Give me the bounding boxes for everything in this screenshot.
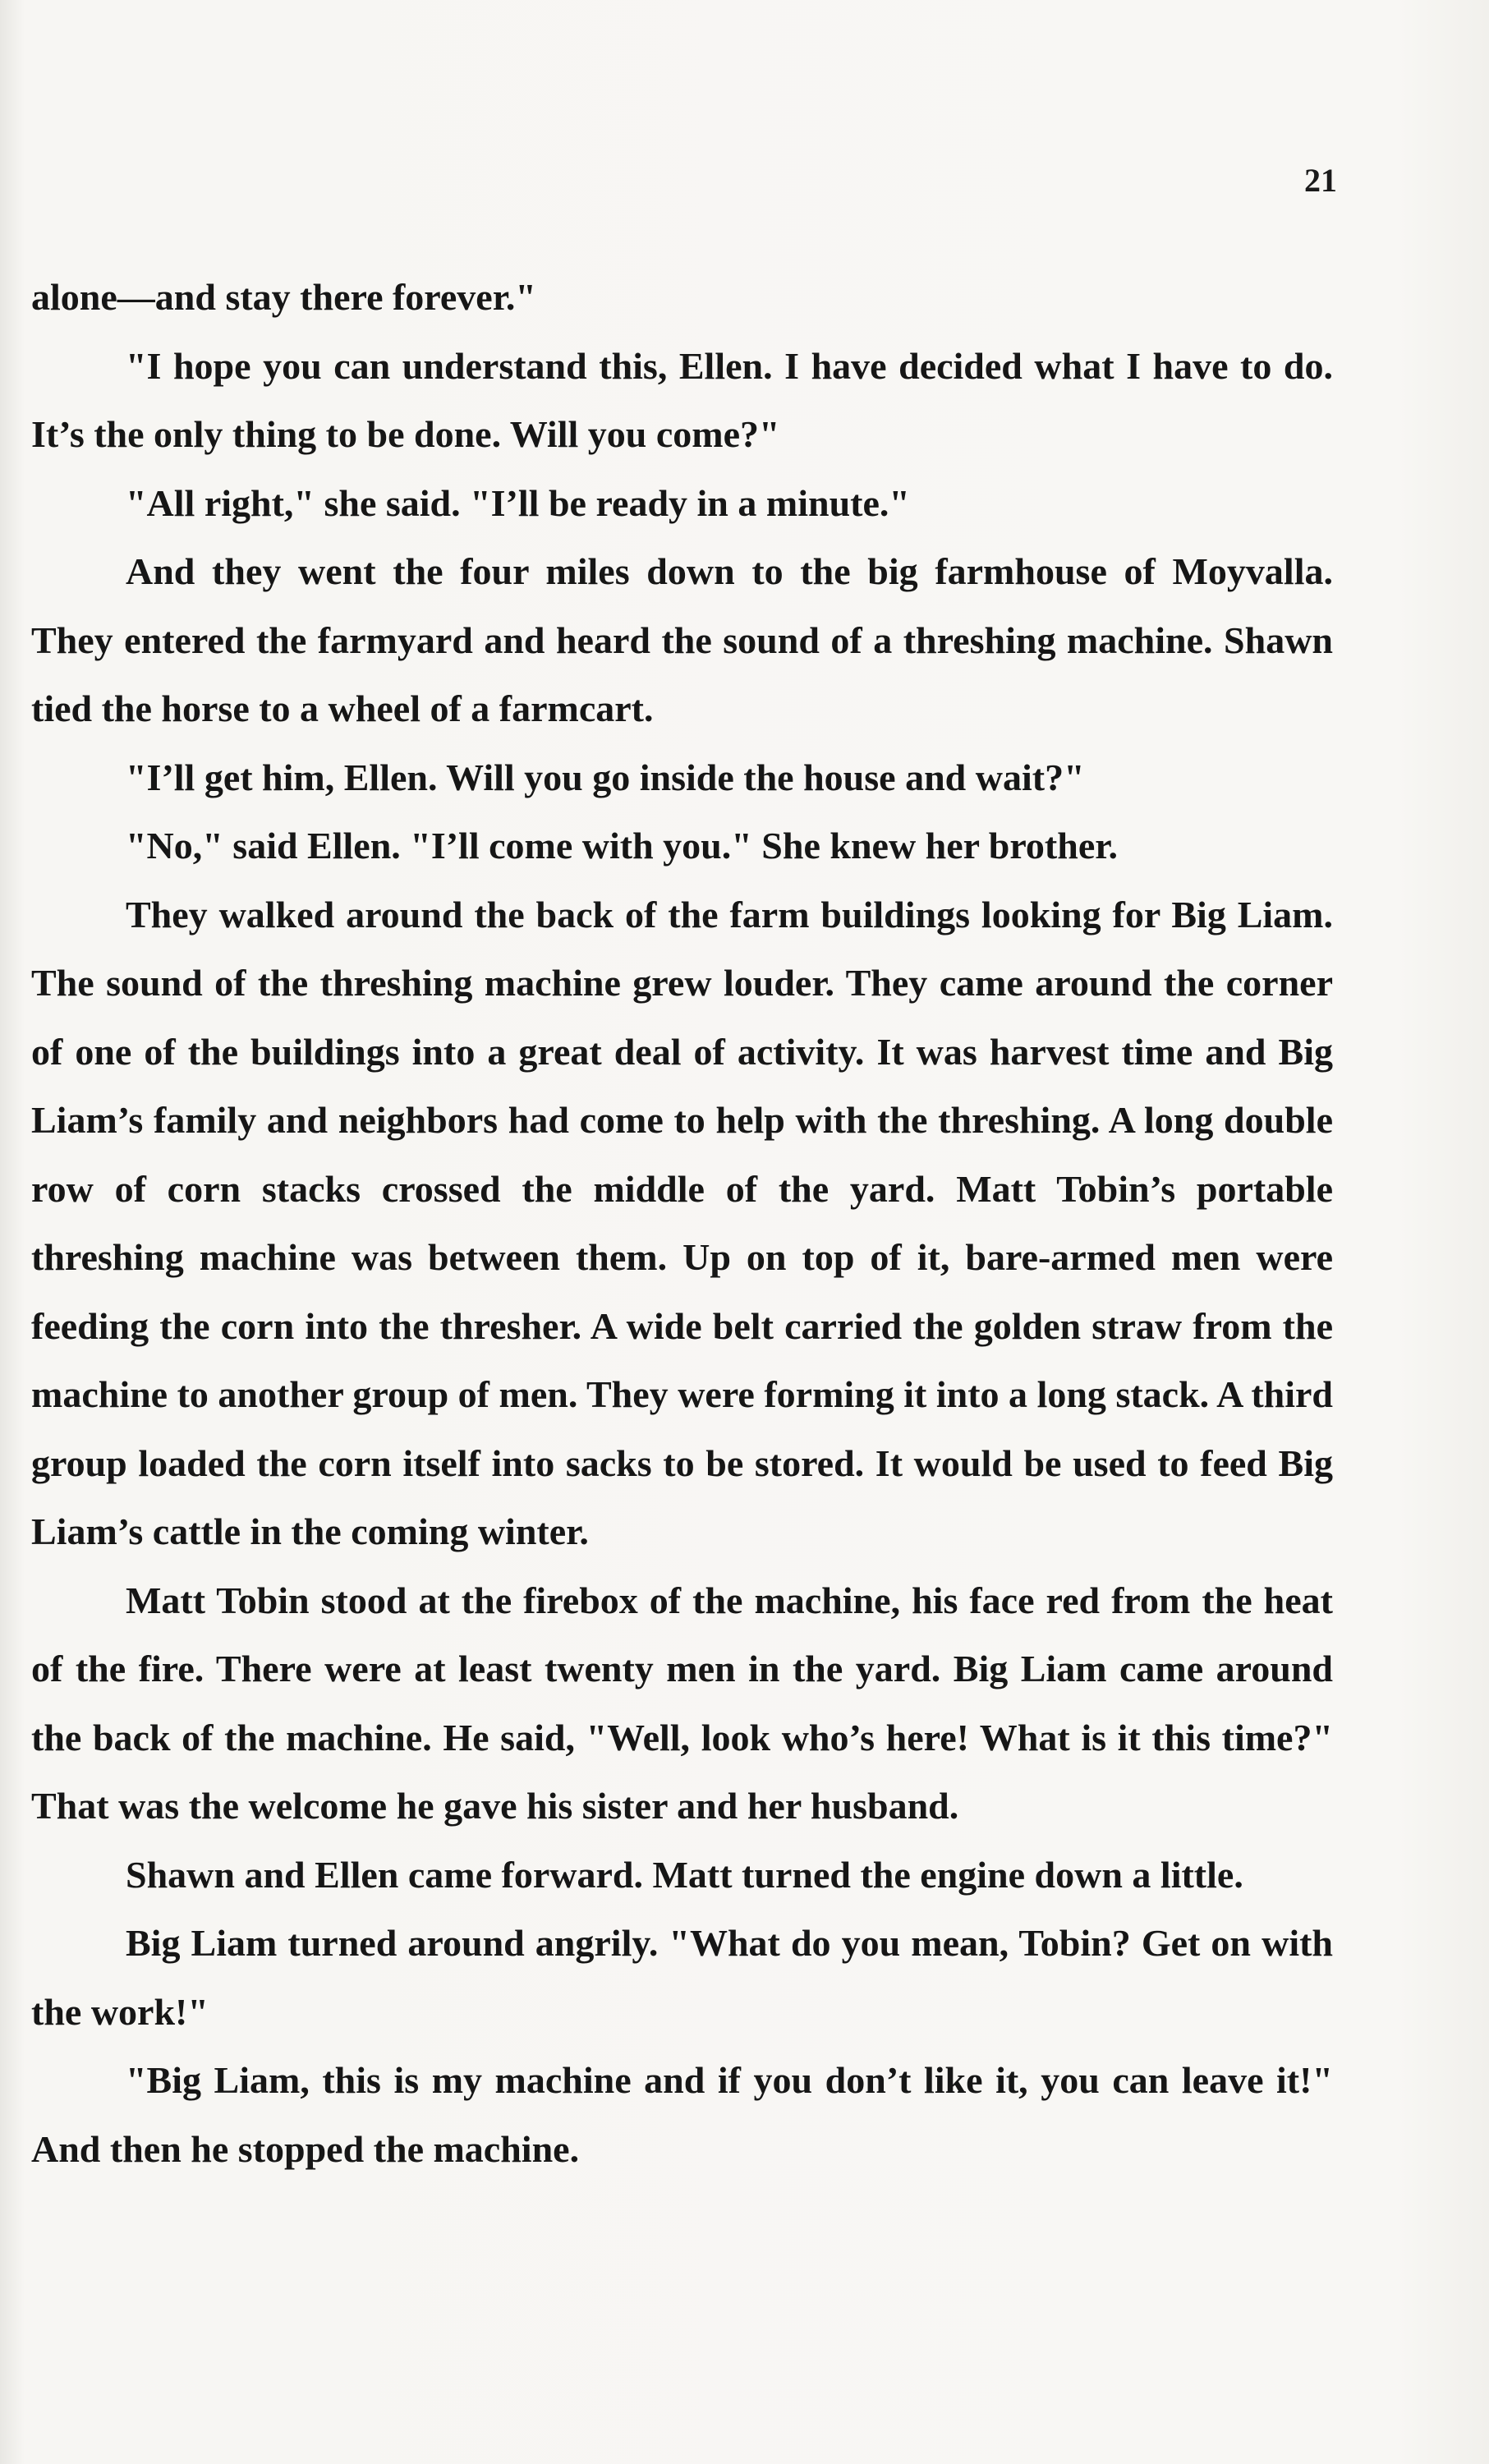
paragraph: Matt Tobin stood at the firebox of the machine, his face red from the heat of the fire. There were at least twenty men in the yard. Big Liam came around the back of the machine. He said, "Well, look who’s here! What is it this time?" That was the welcome he gave his sister and her husband. xyxy=(31,1579,1333,1827)
paragraph: "Big Liam, this is my machine and if you don’t like it, you can leave it!" And then he stopped the machine. xyxy=(31,2059,1333,2170)
paragraph: "I hope you can understand this, Ellen. I have decided what I have to do. It’s the only thing to be done. Will you come?" xyxy=(31,344,1333,455)
paragraph: "No," said Ellen. "I’ll come with you." She knew her brother. xyxy=(126,825,1118,867)
paragraph: Big Liam turned around angrily. "What do you mean, Tobin? Get on with the work!" xyxy=(31,1922,1333,2033)
paragraph: "I’ll get him, Ellen. Will you go inside the house and wait?" xyxy=(126,756,1085,798)
paragraph: Shawn and Ellen came forward. Matt turned the engine down a little. xyxy=(126,1853,1243,1896)
paragraph: "All right," she said. "I’ll be ready in a minute." xyxy=(126,481,910,524)
paragraph: alone—and stay there forever." xyxy=(31,276,536,318)
page-number: 21 xyxy=(1304,162,1337,199)
body-text xyxy=(31,263,1333,2183)
paragraph: They walked around the back of the farm buildings looking for Big Liam. The sound of the threshing machine grew louder. They came around the corner of one of the buildings into a great deal of activity. It was harvest time and Big Liam’s family and neighbors had come to help with the threshing. A long double row of corn stacks crossed the middle of the yard. Matt Tobin’s portable threshing machine was between them. Up on top of it, bare-armed men were feeding the corn into the thresher. A wide belt carried the golden straw from the machine to another group of men. They were forming it into a long stack. A third group loaded the corn itself into sacks to be stored. It would be used to feed Big Liam’s cattle in the coming winter. xyxy=(31,893,1333,1552)
paragraph: And they went the four miles down to the big farmhouse of Moyvalla. They entered the farmyard and heard the sound of a threshing machine. Shawn tied the horse to a wheel of a farmcart. xyxy=(31,550,1333,729)
